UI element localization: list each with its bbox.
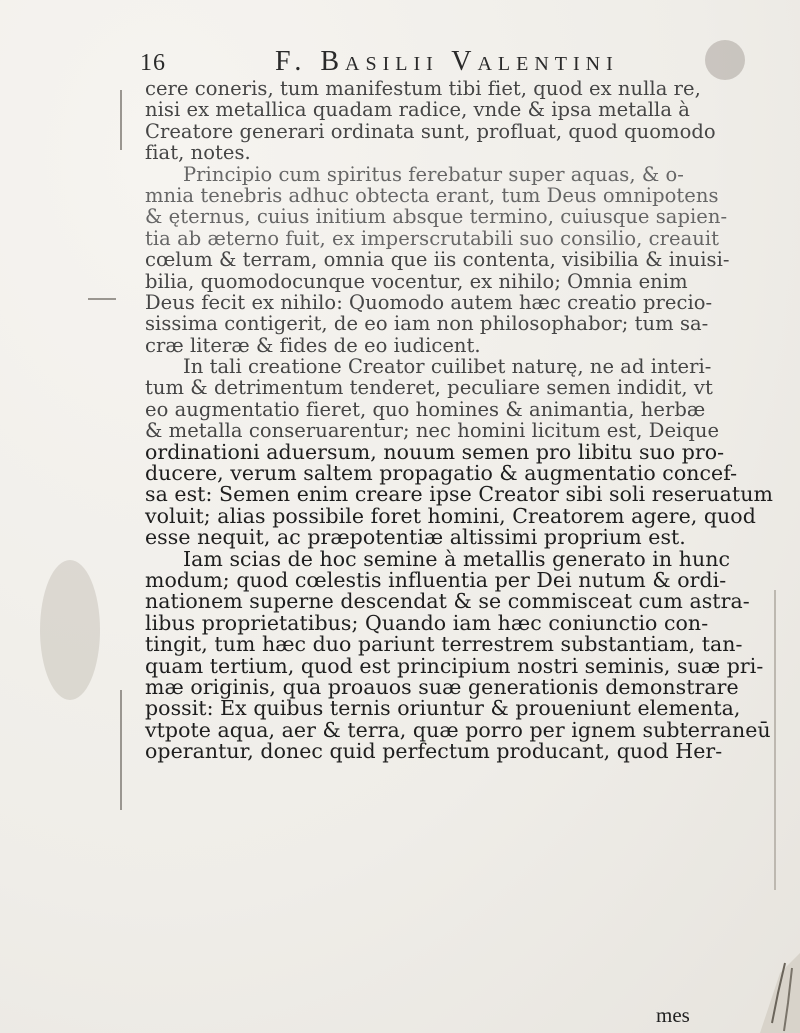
text-line: sissima contigerit, de eo iam non philosophabor; tum sa- (145, 312, 709, 336)
margin-line (88, 298, 116, 300)
text-line: eo augmentatio fieret, quo homines & animantia, herbæ (145, 397, 706, 421)
text-line: & ęternus, cuius initium absque termino, cuiusque sapien- (145, 205, 728, 229)
text-line: sa est: Semen enim creare ipse Creator sibi soli reseruatum (145, 482, 773, 507)
body-text (145, 77, 773, 764)
text-line: tingit, tum hæc duo pariunt terrestrem substantiam, tan- (145, 632, 743, 657)
text-line: voluit; alias possibile foret homini, Creatorem agere, quod (145, 503, 756, 528)
page-number: 16 (140, 50, 166, 76)
catchword: mes (656, 1003, 690, 1027)
text-line: Iam scias de hoc semine à metallis generato in hunc (183, 546, 731, 571)
text-line: ordinationi aduersum, nouum semen pro libitu suo pro- (145, 439, 725, 464)
text-line: ducere, verum saltem propagatio & augmentatio concef- (145, 461, 738, 486)
text-line: esse nequit, ac præpotentiæ altissimi proprium est. (145, 525, 686, 550)
text-line: tum & detrimentum tenderet, peculiare semen indidit, vt (145, 376, 713, 400)
margin-line (120, 90, 122, 150)
text-line: nationem superne descendat & se commisceat cum astra- (145, 589, 750, 614)
text-line: cere coneris, tum manifestum tibi fiet, quod ex nulla re, (145, 77, 701, 100)
text-line: Principio cum spiritus ferebatur super aquas, & o- (183, 162, 684, 186)
page-header (140, 42, 740, 82)
text-line: Creatore generari ordinata sunt, profluat, quod quomodo (145, 119, 716, 143)
text-line: cœlum & terram, omnia que iis contenta, visibilia & inuisi- (145, 248, 730, 272)
text-line: libus proprietatibus; Quando iam hæc coniunctio con- (145, 610, 709, 635)
running-head: F. Basilii Valentini (275, 46, 619, 77)
text-line: tia ab æterno fuit, ex imperscrutabili suo consilio, creauit (145, 226, 720, 250)
margin-line (774, 590, 776, 890)
text-line: & metalla conseruarentur; nec homini licitum est, Deique (145, 419, 720, 443)
torn-corner-decoration (740, 953, 800, 1033)
text-line: vtpote aqua, aer & terra, quæ porro per ignem subterraneū (145, 717, 771, 742)
text-line: mæ originis, qua proauos suæ generationis demonstrare (145, 674, 739, 699)
text-line: In tali creatione Creator cuilibet naturę, ne ad interi- (183, 355, 712, 379)
text-line: quam tertium, quod est principium nostri seminis, suæ pri- (145, 653, 764, 678)
text-line: operantur, donec quid perfectum producant, quod Her- (145, 739, 723, 764)
text-line: Deus fecit ex nihilo: Quomodo autem hæc creatio precio- (145, 290, 713, 314)
text-line: modum; quod cœlestis influentia per Dei nutum & ordi- (145, 567, 727, 592)
paper-stain (40, 560, 100, 700)
text-line: fiat, notes. (145, 141, 251, 165)
text-line: nisi ex metallica quadam radice, vnde & ipsa metalla à (145, 98, 690, 122)
text-line: bilia, quomodocunque vocentur, ex nihilo; Omnia enim (145, 269, 688, 293)
text-line: mnia tenebris adhuc obtecta erant, tum Deus omnipotens (145, 183, 719, 207)
text-line: possit: Ex quibus ternis oriuntur & proueniunt elementa, (145, 696, 741, 721)
text-line: cræ literæ & fides de eo iudicent. (145, 333, 481, 357)
margin-line (120, 690, 122, 810)
